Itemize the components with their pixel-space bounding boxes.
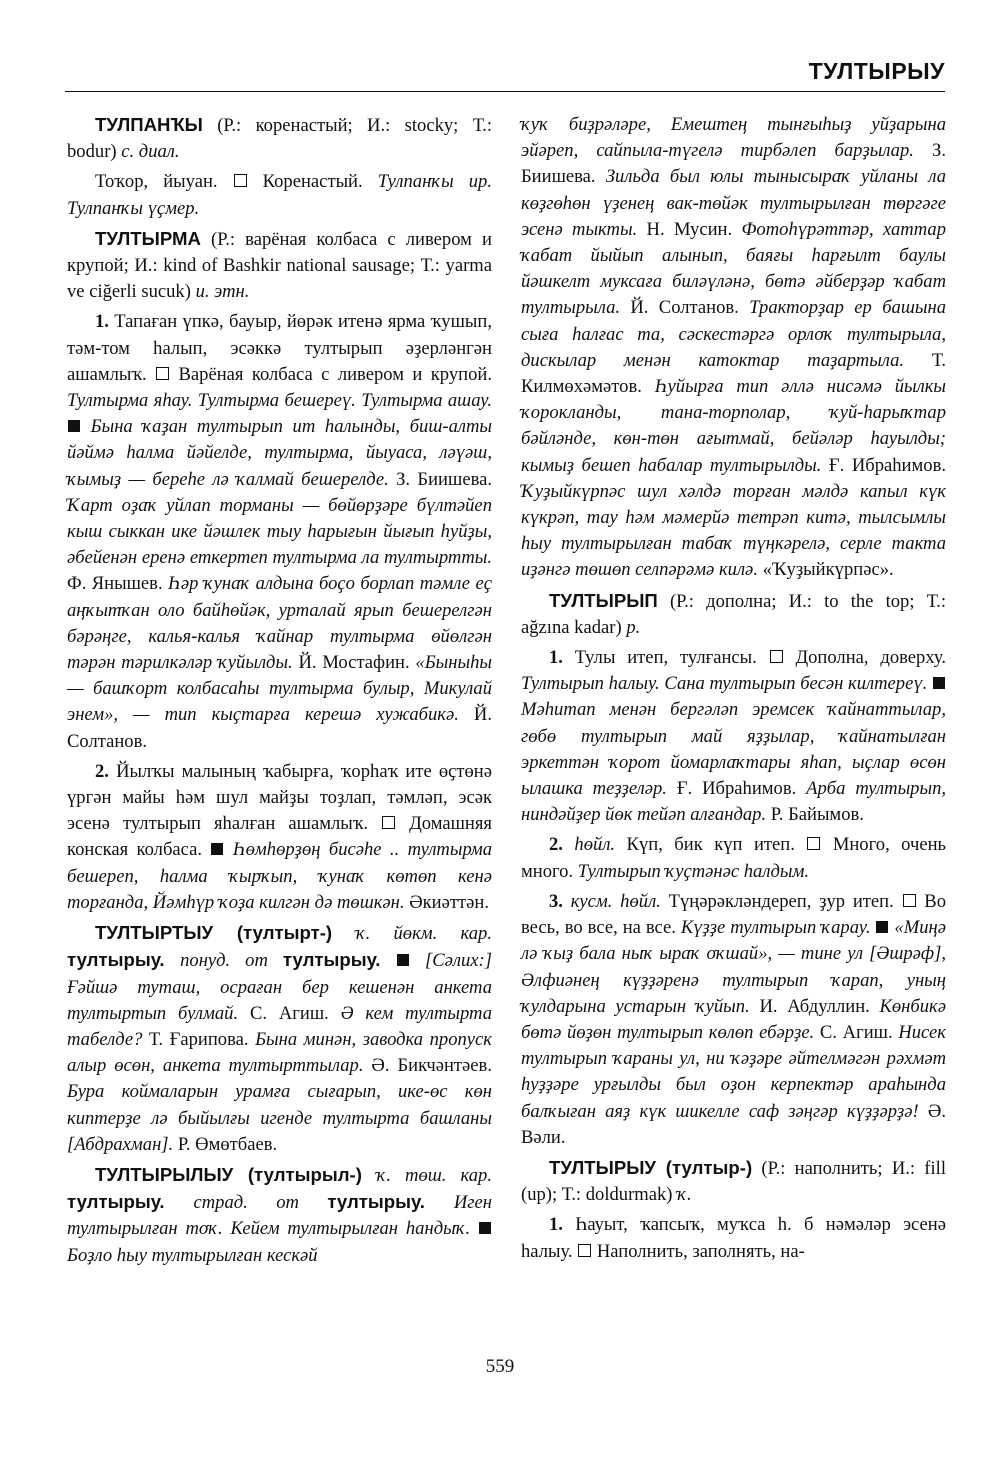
body-text: Й. Мостафин.: [298, 652, 416, 674]
italic-text: и. этн.: [195, 281, 250, 303]
italic-text: с. диал.: [121, 141, 180, 163]
italic-text: кусм. һөйл.: [570, 890, 669, 912]
sense-number: 1.: [549, 1214, 576, 1236]
headword: ТУЛТЫРМА: [95, 227, 201, 249]
translation-marker-icon: [770, 650, 783, 663]
body-text: (Р.: дополна; И.: to the top; Т.: ağzına kadar): [521, 590, 946, 638]
italic-text: страд. от: [193, 1192, 328, 1214]
italic-text: Һуйырға тип әллә нисәмә йылкы ҡорокланды, тана-торполар, ҡуй-һарыҡтар бәйләнде, көн-төн ағытмай, бейәләр һауылды; кымыҙ бешеп һабалар тултырылды.: [521, 376, 946, 476]
sense-number: 1.: [549, 647, 575, 669]
italic-text: Тракторҙар ер башына сыға һалғас та, сәскестәргә орлоҡ тултырыла, дискылар менән катоктар таҙартыла.: [521, 297, 946, 371]
italic-text: Ҡуҙыйкүрпәс шул хәлдә торған мәлдә капыл күк күкрәп, тау һәм мәмерйә тетрәп китә, тылсымлы һыу тултырылған табаҡ түңкәрелә, серле такта иҙәнгә төшөп селпәрәмә килә.: [521, 480, 946, 581]
body-text: (Р.: варёная колбаса с ливером и крупой; И.: kind of Bashkir national sausage; Т.: yarma ve ciğerli sucuk): [67, 228, 492, 303]
entry-paragraph: [521, 1155, 946, 1208]
italic-text: ҡ. йөкм. кар.: [355, 923, 492, 945]
italic-text: Ә кем тултырта табелде?: [67, 1002, 492, 1050]
translation-marker-icon: [807, 837, 820, 850]
italic-text: Тулпанҡы ир. Тулпанҡы үҫмер.: [67, 171, 492, 219]
body-text: Домашняя конская колбаса.: [67, 813, 492, 861]
sense-number: 2.: [549, 834, 575, 856]
entry-paragraph: [521, 588, 946, 641]
body-text: Тоҡор, йыуан.: [95, 171, 233, 193]
body-text: (Р.: коренастый; И.: stocky; Т.: bodur): [67, 115, 492, 163]
sense-number: 1.: [95, 311, 115, 333]
body-text: Ғ. Ибраһимов.: [828, 454, 946, 476]
entry-paragraph: [521, 1212, 946, 1264]
example-marker-icon: [397, 954, 409, 966]
entry-paragraph: [67, 1162, 492, 1269]
entry-paragraph: [521, 832, 946, 884]
body-text: Т. Ғарипова.: [148, 1028, 256, 1050]
body-text: Й. Солтанов.: [630, 297, 750, 319]
body-text: Әкиәттән.: [409, 891, 489, 913]
entry-paragraph: [67, 759, 492, 916]
body-text: Ғ. Ибраһимов.: [676, 778, 807, 800]
italic-text: Бына ҡаҙан тултырып ит һалынды, биш-алты йәймә һалма йәйелде, тултырма, йыуаса, ләүәш, ҡымыҙ — береһе лә ҡалмай бешерелде.: [67, 416, 492, 490]
body-text: Т. Килмөхәмәтов.: [521, 349, 946, 398]
body-text: Ф. Янышев.: [67, 573, 169, 595]
body-text: З. Биишева.: [521, 140, 946, 188]
entry-paragraph: [67, 112, 492, 165]
italic-text: Зильда был юлы тынысыраҡ уйланы ла көҙгөһөн үҙенең вак-төйәк тултырылған төргәге эсенә тыкты.: [521, 166, 946, 240]
italic-text: Мәһитап менән бергәләп эремсек ҡайнаттылар, гөбө тултырып май яҙҙылар, ҡайнатылған эркеттән ҡорот йомарлаҡтары яһап, ыҫлар өсөн ылашка теҙҙеләр.: [521, 699, 946, 800]
running-head: ТУЛТЫРЫУ: [808, 58, 945, 84]
italic-text: һөйл.: [574, 834, 627, 856]
translation-marker-icon: [234, 174, 247, 187]
body-text: Коренастый.: [247, 171, 378, 193]
headword: ТУЛТЫРЫП: [549, 589, 658, 611]
headword: тултырыу.: [67, 949, 181, 971]
italic-text: ҡ.: [677, 1184, 692, 1206]
headword: тултырыу.: [67, 1191, 194, 1213]
body-text: «Ҡуҙыйкүрпәс».: [762, 559, 894, 581]
body-text: З. Биишева.: [396, 468, 493, 490]
body-text: Много, очень много.: [521, 834, 947, 882]
body-text: Тулы итеп, тулғансы.: [574, 647, 769, 669]
body-text: Р. Өмөтбаев.: [177, 1133, 278, 1155]
italic-text: Боҙло һыу тултырылған кескәй: [67, 1244, 318, 1266]
headword: ТУЛТЫРЫУ (тултыр-): [549, 1156, 753, 1178]
body-text: Й. Солтанов.: [67, 704, 492, 752]
body-text: И. Абдуллин.: [759, 995, 880, 1017]
body-text: (Р.: наполнить; И.: fill (up); Т.: doldurmak): [521, 1157, 946, 1206]
body-text: Ә. Вәли.: [521, 1100, 946, 1148]
italic-text: Иген тултырылған тоҡ. Кейем тултырылған һандыҡ.: [67, 1192, 492, 1240]
sense-number: 2.: [95, 760, 117, 782]
italic-text: «Быныһы — башҡорт колбасаһы тултырма булыр, Микулай энем», — тип кыҫтарға керешә хужабикә.: [67, 652, 492, 726]
body-text: Тапаған үпкә, бауыр, йөрәк итенә ярма ҡушып, тәм-том һалып, эсәккә тултырып әҙерләнгән ашамлыҡ.: [67, 311, 492, 385]
headword: тултырыу.: [282, 949, 396, 971]
body-text: Дополна, доверху.: [783, 647, 947, 669]
body-text: Ә. Бикчәнтәев.: [371, 1055, 492, 1077]
entry-paragraph: [521, 112, 946, 584]
italic-text: Тултырма яһау. Тултырма бешереү. Тултырма ашау.: [67, 390, 492, 412]
italic-text: Һөмһөрҙөң бисәһе .. тултырма бешереп, һалма ҡырҡып, ҡунаҡ көтөп кенә торғанда, Йәмһүр ҡоҙа килгән дә төшкән.: [67, 839, 492, 913]
sense-number: 3.: [549, 890, 571, 912]
translation-marker-icon: [578, 1244, 591, 1257]
entry-paragraph: [67, 169, 492, 221]
italic-text: Күҙҙе тултырып ҡарау.: [680, 917, 876, 939]
body-text: Н. Мусин.: [646, 218, 742, 240]
italic-text: Арба тултырып, ниндәйҙер йөк тейәп алғандар.: [521, 778, 947, 826]
right-column: [521, 112, 946, 1269]
body-text: Наполнить, заполнять, на-: [592, 1240, 805, 1262]
italic-text: понуд. от: [180, 950, 283, 972]
example-marker-icon: [933, 677, 945, 689]
italic-text: Фотоһүрәттәр, хаттар ҡабат йыйып алынып, баяғы һарғылт баулы йәшкелт муксаға биләүләнә, бөтә әйберҙәр ҡабат тултырыла.: [521, 218, 946, 319]
translation-marker-icon: [382, 816, 395, 829]
page-number: 559: [485, 1356, 515, 1377]
headword: тултырыу.: [327, 1191, 454, 1213]
italic-text: «Миңә лә ҡыҙ бала ныҡ ыраҡ оҡшай», — тине ул [Әшрәф], Әлфиәнең күҙҙәренә тултырып ҡарап, уның ҡулдарына устарын ҡуйып.: [521, 917, 946, 1017]
body-text: Һауыт, ҡапсыҡ, муҡса һ. б нәмәләр эсенә һалыу.: [521, 1214, 946, 1262]
body-text: Варёная колбаса с ливером и крупой.: [170, 363, 492, 385]
body-text: Йылҡы малының ҡабырға, ҡорһаҡ ите өҫтөнә үргән майы һәм шул майҙы тоҙлап, тәмләп, эсәк эсенә тултырып яһалған ашамлыҡ.: [67, 760, 493, 835]
italic-text: Һәр ҡунаҡ алдына боҫо борлап тәмле еҫ аңҡытҡан оло байһөйәк, урталай ярып бешерелгән бәрәңге, калья-калья ҡайнар тултырма өйөлгән тәрән тәрилкәләр ҡуйылды.: [67, 573, 492, 674]
left-column: [67, 112, 492, 1273]
entry-paragraph: [67, 920, 492, 1158]
body-text: Күп, бик күп итеп.: [626, 834, 807, 856]
headword: ТУЛТЫРТЫУ (тултырт-): [95, 922, 356, 944]
headword: ТУЛТЫРЫЛЫУ (тултырыл-): [95, 1163, 377, 1185]
body-text: С. Агиш.: [819, 1021, 899, 1043]
italic-text: ҡуҡ биҙрәләре, Емештең тынғыһыҙ уйҙарына эйәреп, сайпыла-түгелә тирбәлеп барҙылар.: [521, 114, 946, 162]
italic-text: Көнбикә бөтә йөҙөн тултырып көлөп ебәрҙе.: [521, 995, 946, 1043]
italic-text: Бына минән, заводка пропуск алыр өсөн, анкета тултырттылар.: [67, 1028, 493, 1077]
italic-text: [Сәлих:] Ғәйшә туташ, осраған бер кешенән анкета тултыртып булмай.: [67, 950, 492, 1024]
example-marker-icon: [479, 1222, 491, 1234]
italic-text: Тултырып һалыу. Сана тултырып бесән килтереү.: [521, 673, 932, 695]
italic-text: Нисек тултырып ҡараны ул, ни ҡәҙәре әйтелмәгән рәхмәт һуҙҙәре урғылды был оҙон керпектәр араһында балҡыған аяҙ күк шикелле саф зәңгәр күҙҙәрҙә!: [521, 1021, 946, 1122]
entry-paragraph: [521, 645, 946, 828]
headword: ТУЛПАНҠЫ: [95, 114, 203, 135]
body-text: Түңәрәкләндереп, ҙур итеп.: [668, 890, 902, 912]
italic-text: Бура коймаларын урамға сығарып, ике-өс көн киптерҙе лә быйылғы игенде тултырта башланы [Абдрахман].: [67, 1081, 492, 1155]
italic-text: р.: [626, 616, 641, 638]
body-text: С. Агиш.: [249, 1002, 341, 1024]
example-marker-icon: [876, 921, 888, 933]
example-marker-icon: [211, 843, 223, 855]
translation-marker-icon: [903, 894, 916, 907]
body-text: Во весь, во все, на все.: [521, 890, 946, 939]
body-text: Р. Байымов.: [770, 804, 864, 826]
entry-paragraph: [521, 889, 946, 1151]
entry-paragraph: [67, 226, 492, 306]
example-marker-icon: [68, 420, 80, 432]
italic-text: ҡ. төш. кар.: [376, 1164, 492, 1186]
entry-paragraph: [67, 309, 492, 754]
italic-text: Ҡарт оҙаҡ уйлап торманы — бөйөрҙәре бүлтәйеп кыш сыккан ике йәшлек тыу һарығын йығып һуйҙы, әбейенән еренә еткертеп тултырма ла тултыртты.: [67, 494, 492, 569]
italic-text: Тултырып ҡуҫтәнәс һалдым.: [577, 860, 809, 882]
translation-marker-icon: [156, 367, 169, 380]
header-rule: [65, 91, 945, 92]
